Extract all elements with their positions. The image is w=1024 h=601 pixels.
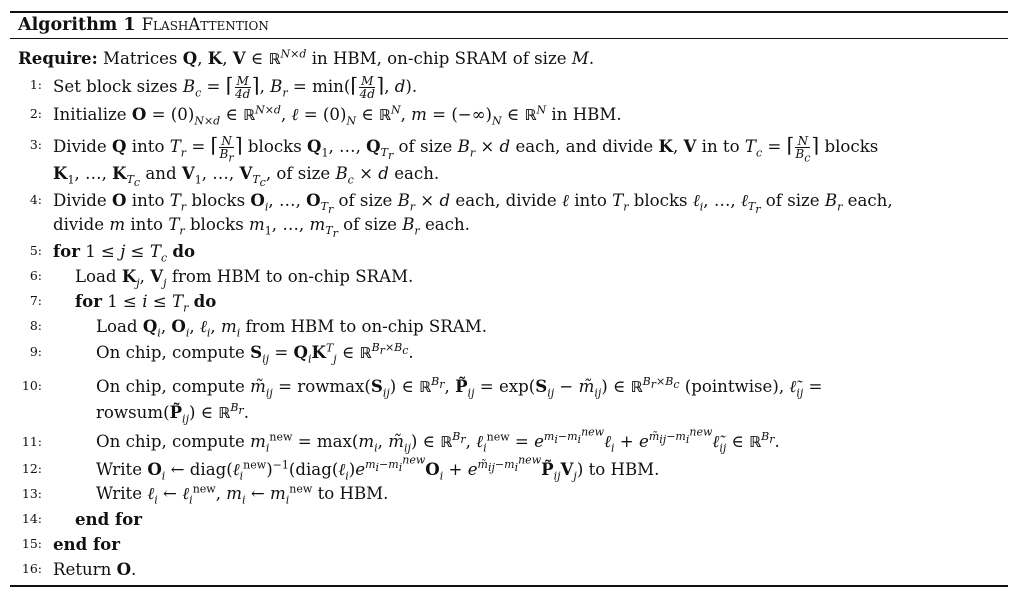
keyword-for: for: [75, 291, 102, 311]
word: of size: [343, 215, 397, 234]
line-number: 9:: [29, 344, 42, 359]
word: into: [130, 215, 164, 234]
keyword-for: for: [53, 241, 80, 261]
line-text-2: in HBM.: [551, 105, 622, 124]
line-number: 12:: [21, 461, 42, 476]
bottom-rule: [10, 585, 1008, 587]
algorithm-title: [18, 14, 269, 36]
word: from HBM to on-chip SRAM.: [245, 317, 488, 336]
line-number: 13:: [21, 486, 42, 501]
word: Return: [53, 560, 112, 579]
word: rowmax: [297, 377, 365, 396]
algorithm-line-3-cont: $K_1$, …, $K_{T_c}$ and $V_1$, …, $V_{T_c}$, of size $B_c \times d$ each.: [53, 163, 440, 190]
line-number: 15:: [21, 536, 42, 551]
algorithm-name: FlashAttention: [141, 15, 269, 34]
keyword-end-for: end for: [75, 509, 142, 529]
word: (pointwise),: [684, 377, 785, 396]
algorithm-block: Algorithm 1 FlashAttention Require: Matrices Q, K, V ∈ ℝ$^{N\times d}$ in HBM, on-chip SRAM of size M. 1: Set block sizes $B_c$ = ⌈ $\frac{M}{4d}$ ⌉, $B_r$ = min(⌈ $\frac{M}{4d}$ ⌉, d). 2: Initialize $O = (0)_{N\times d}$ ∈ ℝ$^{N\times d}$, ℓ = $(0)_N$ ∈ ℝ$^N$, $m = (-\infty)_N$ ∈ ℝ$^N$ in HBM. 3: Divide Q into $T_r$ = ⌈ $\frac{N}{B_r}$ ⌉ blocks $Q_1$, …, $Q_{T_r}$ of size $B_r \times d$ each, and divide K, V in to $T_c$ = ⌈ $\frac{N}{B_c}$ ⌉ blocks $K_1$, …, $K_{T_c}$ and $V_1$, …, $V_{T_c}$, of size $B_c \times d$ each. 4: Divide O into $T_r$ blocks $O_i$, …, $O_{T_r}$ of size $B_r \times d$ each, divide ℓ into $T_r$ blocks ℓ$_i$, …, ℓ$_{T_r}$ of size $B_r$ each, divide m into $T_r$ blocks $m_1$, …, $m_{T_r}$ of size $B_r$ each. 5: for $1 \le j \le T_c$ do 6: Load $K_j$, $V_j$ from HBM to on-chip SRAM. 7: for $1 \le i \le T_r$ do 8: Load $Q_i$, $O_i$, ℓ$_i$, $m_i$ from HBM to on-chip SRAM. 9: On chip, compute $S_{ij} = Q_iK^T_j$ ∈ ℝ$^{B_r\times B_c}$. 10: On chip, compute $m̃_{ij} = rowmax(S_{ij})$ ∈ ℝ$^{B_r}$, $P̃_{ij} = \exp(S_{ij}$ − $m̃_{ij}$) ∈ ℝ$^{B_r\times B_c}$ (pointwise), $\ell̃_{ij}$ = $rowsum(P̃_{ij})$ ∈ ℝ$^{B_r}$. 11: On chip, compute $m_i^{new} = \max(m_i$, $m̃_{ij}$) ∈ ℝ$^{B_r}$, ℓ$_i^{new}$ = $e^{m_i-m_i^{new}}\ell_i$ + $e^{m̃_{ij}-m_i^{new}}\ell̃_{ij}$ ∈ ℝ$^{B_r}$. 12: Write $O_i$ ← $diag(\ell_i^{new})^{-1}(diag(\ell_i)e^{m_i-m_i^{new}}O_i$ + $e^{m̃_{ij}-m_i^{new}}P̃_{ij}V_j$) to HBM. 13: Write ℓ$_i$ ← ℓ$_i^{new}$, $m_i$ ← $m_i^{new}$ to HBM. 14: end for 15: end for 16: Return O.: [0, 0, 1024, 601]
word: On chip, compute: [96, 432, 245, 451]
word: divide: [53, 215, 105, 234]
word: blocks: [824, 137, 879, 156]
title-rule: [10, 38, 1008, 39]
line-number: 14:: [21, 511, 42, 526]
word: into: [574, 191, 607, 210]
word: Write: [96, 460, 143, 479]
word: of size: [276, 164, 331, 183]
word: Load: [96, 317, 138, 336]
word: diag: [189, 460, 227, 479]
word: into: [131, 191, 165, 210]
word: of size: [765, 191, 820, 210]
line-text: Set block sizes: [53, 77, 178, 96]
word: rowsum: [96, 403, 164, 422]
word: to HBM.: [317, 484, 389, 503]
word: each.: [424, 215, 470, 234]
word: each,: [455, 191, 501, 210]
word: max: [316, 432, 352, 451]
line-number: 4:: [29, 192, 42, 207]
word: in to: [701, 137, 740, 156]
word: to HBM.: [588, 460, 660, 479]
line-number: 16:: [21, 561, 42, 576]
word: On chip, compute: [96, 377, 245, 396]
algorithm-label: Algorithm 1: [18, 15, 136, 35]
word: Divide: [53, 191, 107, 210]
line-number: 2:: [29, 106, 42, 121]
require-keyword: Require:: [18, 48, 98, 68]
word: each.: [394, 164, 440, 183]
word: Divide: [53, 137, 107, 156]
word: of size: [338, 191, 393, 210]
word: into: [131, 137, 165, 156]
min-word: min: [312, 77, 344, 96]
word: blocks: [247, 137, 302, 156]
keyword-end-for: end for: [53, 534, 120, 554]
word: Load: [75, 267, 117, 286]
word: blocks: [633, 191, 688, 210]
word: and: [145, 164, 177, 183]
line-number: 7:: [29, 293, 42, 308]
word: blocks: [189, 215, 244, 234]
require-line: Require: Matrices Q, K, V ∈ ℝ$^{N\times d}$ in HBM, on-chip SRAM of size M.: [18, 47, 595, 68]
line-number: 10:: [21, 378, 42, 393]
require-text: Matrices: [103, 49, 178, 68]
keyword-do: do: [193, 291, 217, 311]
algorithm-line-10-cont: $rowsum(P̃_{ij})$ ∈ ℝ$^{B_r}$.: [96, 401, 249, 426]
line-number: 11:: [21, 434, 42, 449]
word: On chip, compute: [96, 343, 245, 362]
word: from HBM to on-chip SRAM.: [171, 267, 414, 286]
algorithm-line-4-cont: divide m into $T_r$ blocks $m_1$, …, $m_{T_r}$ of size $B_r$ each.: [53, 215, 470, 241]
keyword-do: do: [172, 241, 196, 261]
require-text-2: in HBM, on-chip SRAM of size: [311, 49, 567, 68]
line-number: 3:: [29, 137, 42, 152]
word: each, and divide: [515, 137, 654, 156]
word: diag: [295, 460, 332, 479]
word: each,: [847, 191, 893, 210]
word: exp: [498, 377, 529, 396]
word: of size: [398, 137, 453, 156]
line-number: 8:: [29, 318, 42, 333]
word: blocks: [191, 191, 246, 210]
top-rule: [10, 11, 1008, 13]
word: divide: [505, 191, 557, 210]
line-number: 5:: [29, 243, 42, 258]
line-text: Initialize: [53, 105, 127, 124]
line-number: 6:: [29, 268, 42, 283]
word: Write: [96, 484, 143, 503]
line-number: 1:: [29, 77, 42, 92]
